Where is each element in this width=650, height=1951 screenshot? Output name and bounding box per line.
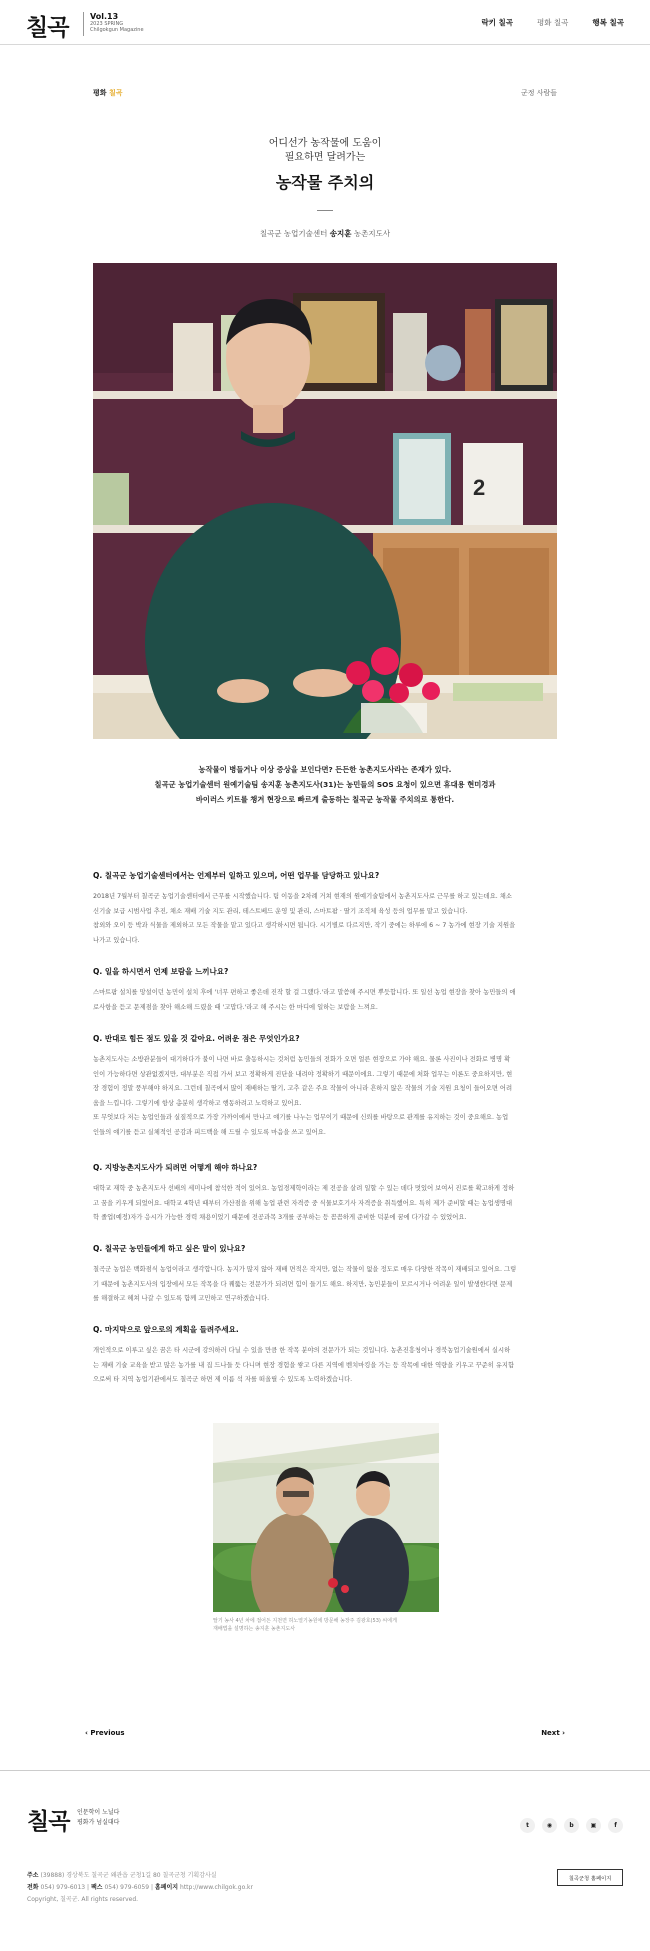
homepage-link[interactable]: http://www.chilgok.go.kr <box>180 1884 253 1891</box>
qa-block <box>93 1162 557 1226</box>
article-lead <box>93 762 557 807</box>
chevron-left-icon: ‹ <box>85 1729 88 1737</box>
nav-item-peace[interactable]: 평화 칠곡 <box>537 18 569 27</box>
answer-line: 학 졸업(예정)자가 응시가 가능한 경력 채용이었기 때문에 전공과목 3개를 공부하는 등 꼼꼼하게 준비한 덕분에 꿈에 다가갈 수 있었어요. <box>93 1214 467 1221</box>
farm-illustration <box>213 1423 439 1612</box>
answer-line: 인이 가능하다면 상관없겠지만, 대부분은 직접 가서 보고 정확하게 진단을 내려야 정확하기 때문이에요. 그렇기 때문에 처화 업무는 이론도 중요하지만, 현 <box>93 1070 513 1078</box>
farm-photo <box>213 1423 439 1612</box>
slogan-line-1: 인문학이 노닐다 <box>77 1809 120 1816</box>
svg-text:2: 2 <box>473 475 486 500</box>
answer-line: 또 무엇보다 저는 농업인들과 실질적으로 가장 가까이에서 만나고 얘기를 나누는 업무이기 때문에 신뢰를 바탕으로 관계를 유지하는 것이 중요해요. 농업 <box>93 1114 509 1121</box>
copyright: Copyright, 칠곡군. All rights reserved. <box>27 1896 139 1903</box>
fax-label: 팩스 <box>90 1884 103 1891</box>
portrait-photo <box>93 263 557 739</box>
question: Q. 칠곡군 농업기술센터에서는 언제부터 일하고 있으며, 어떤 업무를 담당하고 있나요? <box>93 871 380 880</box>
address-value: (39888) 경상북도 칠곡군 왜관읍 군청1길 80 칠곡군청 기획감사실 <box>40 1872 217 1879</box>
answer-line: 움을 느낍니다. 그렇기에 항상 총분히 생각하고 행동하려고 노력하고 있어요. <box>93 1099 302 1107</box>
answer-line: 신기술 보급 시범사업 추진, 채소 재배 기술 지도 관리, 테스트베드 운영 및 관리, 스마트팜 · 딸기 조직체 육성 등의 업무를 맡고 있습니다. <box>93 907 468 915</box>
answer-line: 로사항을 듣고 문제점을 찾아 해소해 드렸을 때 '고맙다.'라고 해 주시는 한 마디에 일하는 보람을 느껴요. <box>93 1003 378 1011</box>
main-nav <box>481 17 624 28</box>
talk-icon[interactable]: ◉ <box>542 1818 557 1833</box>
answer-line: 칠곡군 농업은 백화점식 농업이라고 생각합니다. 농지가 많지 않아 재배 면적은 작지만, 없는 작물이 없을 정도로 매우 다양한 작목이 재배되고 있어요. 그렇 <box>93 1266 517 1273</box>
next-label: Next <box>541 1729 560 1737</box>
address-label: 주소 <box>27 1872 39 1879</box>
answer-line: 농촌지도사는 소방관분들이 대기하다가 불이 나면 바로 출동하시는 것처럼 농민들의 전화가 오면 얼른 현장으로 가야 해요. 물론 사진이나 전화로 병명 확 <box>93 1056 511 1063</box>
answer-line: 스마트팜 설치를 망설이던 농민이 설치 후에 '너무 편하고 좋은데 진작 할 걸 그랬다.'라고 말씀해 주시면 뿌듯합니다. 또 일선 농업 현장을 찾아 농민들의 애 <box>93 989 516 996</box>
answer-line: 를 해결하고 헤쳐 나갈 수 있도록 함께 고민하고 연구하겠습니다. <box>93 1295 270 1302</box>
answer-line: 참외와 오이 등 박과 식물을 제외하고 모든 작물을 맡고 있다고 생각하시면 됩니다. 시기별로 다르지만, 작기 중에는 하루에 6 ~ 7 농가에 현장 기술 지원을 <box>93 922 516 929</box>
question: Q. 지방농촌지도사가 되려면 어떻게 해야 하나요? <box>93 1163 258 1172</box>
section-subcategory[interactable]: 군정 사람들 <box>520 89 557 97</box>
homepage-label: 홈페이지 <box>154 1884 179 1891</box>
title-divider <box>317 210 333 211</box>
answer-line: 고 꿈을 키우게 되었어요. 대학교 4학년 때부터 가산점을 위해 농업 관련 자격증 중 식물보호기사 자격증을 취득했어요. 특히 제가 준비할 때는 농업생명대 <box>93 1199 513 1207</box>
nav-item-happy[interactable]: 행복 칠곡 <box>592 18 624 27</box>
site-header <box>0 0 650 45</box>
footer-contacts: 전화 054) 979-6013 | 팩스 054) 979-6059 | 홈페이지 http://www.chilgok.go.kr <box>27 1884 253 1891</box>
fax-value: 054) 979-6059 <box>104 1884 150 1891</box>
phone-label: 전화 <box>27 1884 39 1891</box>
footer-logo[interactable]: 칠곡 <box>27 1808 70 1835</box>
lead-line-3: 바이러스 키트를 챙겨 현장으로 빠르게 출동하는 칠곡군 농작물 주치의로 통한다. <box>195 795 455 804</box>
magazine-name: Chilgokgun Magazine <box>90 27 144 33</box>
footer-info <box>27 1870 253 1906</box>
portrait-illustration <box>93 263 557 739</box>
subtitle-line-2: 필요하면 달려가는 <box>284 152 366 163</box>
qa-block <box>93 1033 557 1140</box>
question: Q. 마지막으로 앞으로의 계획을 들려주세요. <box>93 1325 239 1334</box>
previous-link[interactable] <box>85 1729 125 1737</box>
footer-slogan <box>77 1808 119 1828</box>
site-logo[interactable]: 칠곡 <box>26 14 69 41</box>
article-byline <box>0 228 650 239</box>
chevron-right-icon: › <box>562 1729 565 1737</box>
answer-line: 기 때문에 농촌지도사의 입장에서 모든 작목을 다 꿰뚫는 전문가가 되려면 힘이 들기도 해요. 하지만, 농민분들이 모르시거나 어려운 일이 발생한다면 문제 <box>93 1280 513 1288</box>
category-accent: 칠곡 <box>108 89 123 97</box>
question: Q. 반대로 힘든 점도 있을 것 같아요. 어려운 점은 무엇인가요? <box>93 1034 300 1043</box>
qa-block <box>93 870 557 948</box>
footer-divider <box>0 1770 650 1771</box>
answer-line: 대학교 재학 중 농촌지도사 선배의 세미나에 참석한 적이 있어요. 농업경제학이라는 제 전공을 살려 일할 수 있는 데다 멋있어 보여서 진로를 확고하게 정하 <box>93 1185 515 1192</box>
phone-value: 054) 979-6013 <box>40 1884 86 1891</box>
issue-season: 2023 SPRING <box>90 21 124 27</box>
article-subtitle <box>0 137 650 165</box>
question: Q. 일을 하시면서 언제 보람을 느끼나요? <box>93 967 229 976</box>
article-pager <box>85 1729 565 1739</box>
next-link[interactable] <box>541 1729 565 1737</box>
lead-line-1: 농작물이 병들거나 이상 증상을 보인다면? 든든한 농촌지도사라는 존재가 있다. <box>198 765 452 774</box>
answer-line: 개인적으로 이루고 싶은 꿈은 타 시군에 강의하러 다닐 수 있을 만큼 한 작목 분야의 전문가가 되는 것입니다. 농촌진흥청이나 경북농업기술원에서 실시하 <box>93 1347 511 1354</box>
answer-line: 으로써 타 지역 농업기관에서도 칠곡군 하면 제 이름 석 자를 떠올릴 수 있도록 노력하겠습니다. <box>93 1376 353 1383</box>
answer-line: 는 재배 기술 교육을 받고 많은 농가를 내 집 드나들 듯 다니며 현장 경험을 쌓고 다른 지역에 벤치마킹을 가는 등 작목에 대한 역량을 키우고 꾸준히 유지함 <box>93 1361 515 1369</box>
caption-line-2: 재배법을 설명하는 송지훈 농촌지도사 <box>213 1626 296 1632</box>
social-links <box>520 1818 623 1833</box>
issue-volume: Vol.13 <box>90 12 119 21</box>
question: Q. 칠곡군 농민들에게 하고 싶은 말이 있나요? <box>93 1244 246 1253</box>
facebook-icon[interactable]: f <box>608 1818 623 1833</box>
slogan-line-2: 평화가 넘실대다 <box>77 1819 120 1826</box>
previous-label: Previous <box>90 1729 125 1737</box>
qa-block <box>93 1324 557 1388</box>
footer-address <box>27 1870 253 1882</box>
county-homepage-button[interactable]: 칠곡군청 홈페이지 <box>557 1869 623 1886</box>
answer-line: 인들의 얘기를 듣고 실체적인 공감과 피드백을 해 드릴 수 있도록 마음을 쓰고 있어요. <box>93 1128 326 1136</box>
photo-caption <box>213 1617 439 1633</box>
issue-info <box>83 12 144 36</box>
instagram-icon[interactable]: ▣ <box>586 1818 601 1833</box>
byline-name: 송지훈 <box>329 229 352 238</box>
answer-line: 2018년 7월부터 칠곡군 농업기술센터에서 근무를 시작했습니다. 팀 이동을 2차례 거쳐 현재의 원예기술팀에서 농촌지도사로 근무를 하고 있는데요. 채소 <box>93 893 512 900</box>
byline-role: 농촌지도사 <box>353 229 391 238</box>
answer-line: 장 경험이 정말 풍부해야 하지요. 그런데 칠곡에서 많이 재배하는 딸기, 고추 같은 주요 작물이 아니라 흔하지 않은 작물의 기술 지원 요청이 들어오면 어려 <box>93 1085 513 1092</box>
qa-block <box>93 1243 557 1307</box>
answer-line: 나가고 있습니다. <box>93 936 140 944</box>
nav-item-lucky[interactable]: 락키 칠곡 <box>481 18 514 27</box>
lead-line-2: 칠곡군 농업기술센터 원예기술팀 송지훈 농촌지도사(31)는 농민들의 SOS 요청이 있으면 휴대용 현미경과 <box>154 780 496 789</box>
byline-org: 칠곡군 농업기술센터 <box>259 229 328 238</box>
twitter-icon[interactable]: t <box>520 1818 535 1833</box>
section-category[interactable] <box>93 88 123 98</box>
section-row <box>93 88 557 98</box>
qa-block <box>93 966 557 1015</box>
subtitle-line-1: 어디선가 농작물에 도움이 <box>268 138 382 149</box>
article-title: 농작물 주치의 <box>275 173 375 192</box>
category-label: 평화 <box>93 89 107 97</box>
caption-line-1: 딸기 농사 4년 차에 접어든 지천면 허노열기농원에 방문해 농장주 김광호(53) 씨에게 <box>213 1618 397 1624</box>
blog-icon[interactable]: b <box>564 1818 579 1833</box>
